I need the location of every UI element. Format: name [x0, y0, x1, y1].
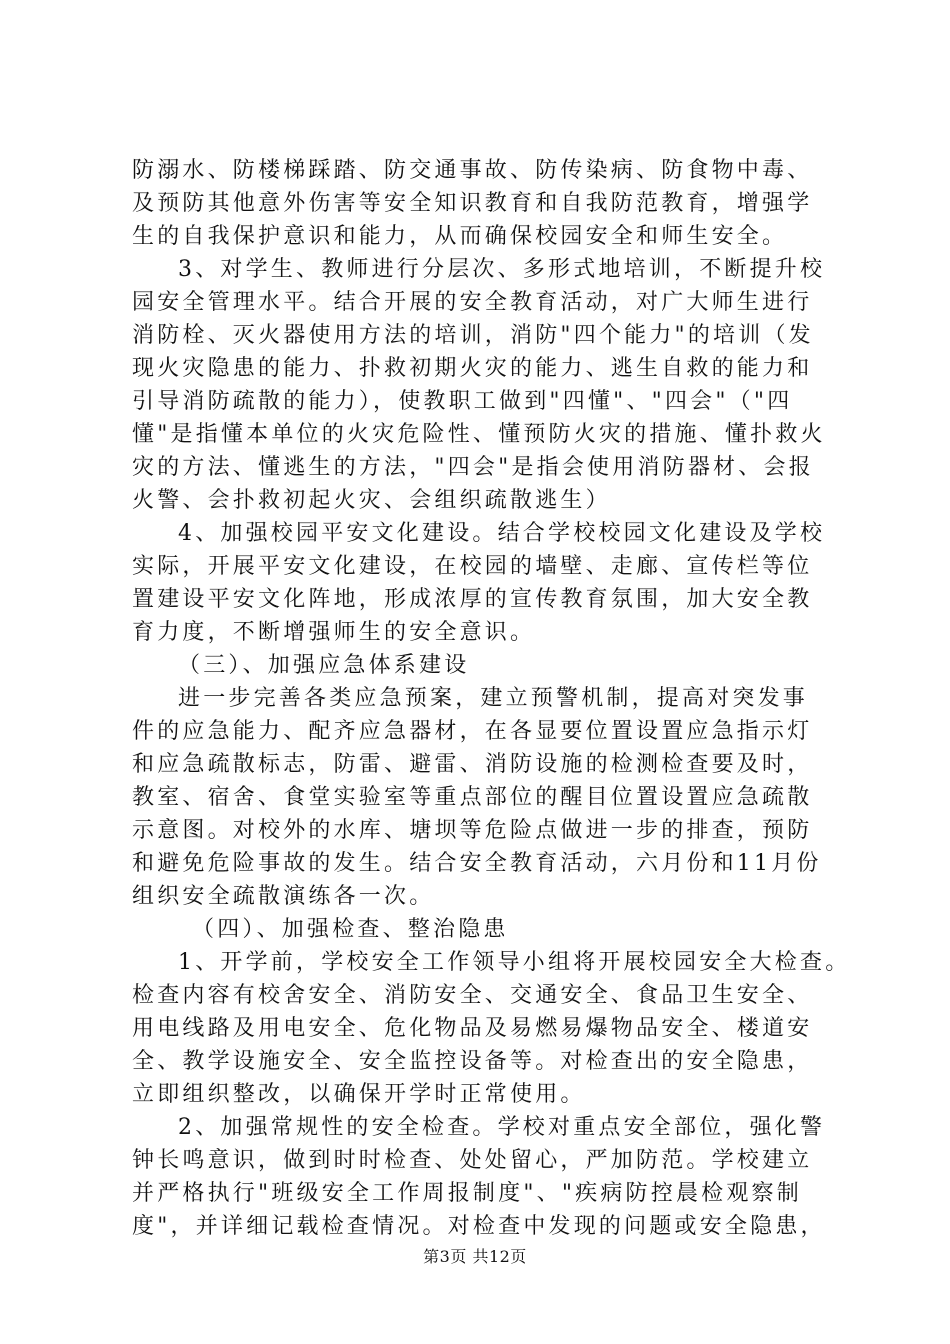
text-line: 火警、会扑救初起火灾、会组织疏散逃生）: [132, 488, 611, 513]
section-heading: （三）、加强应急体系建设: [178, 653, 470, 678]
text-line: 并严格执行"班级安全工作周报制度"、"疾病防控晨检观察制: [132, 1181, 802, 1206]
text-line: 引导消防疏散的能力），使教职工做到"四懂"、"四会"（"四: [132, 389, 793, 414]
text-line: 件的应急能力、配齐应急器材，在各显要位置设置应急指示灯: [132, 719, 813, 744]
text-line: 和避免危险事故的发生。结合安全教育活动，六月份和11月份: [132, 851, 822, 876]
text-line: 置建设平安文化阵地，形成浓厚的宣传教育氛围，加大安全教: [132, 587, 813, 612]
text-line: 现火灾隐患的能力、扑救初期火灾的能力、逃生自救的能力和: [132, 356, 813, 381]
paragraph-start-line: 3、对学生、教师进行分层次、多形式地培训，不断提升校: [178, 257, 826, 282]
text-line: 生的自我保护意识和能力，从而确保校园安全和师生安全。: [132, 224, 788, 249]
text-line: 育力度，不断增强师生的安全意识。: [132, 620, 536, 645]
text-line: 园安全管理水平。结合开展的安全教育活动，对广大师生进行: [132, 290, 813, 315]
paragraph-start-line: 4、加强校园平安文化建设。结合学校校园文化建设及学校: [178, 521, 826, 546]
text-line: 灾的方法、懂逃生的方法，"四会"是指会使用消防器材、会报: [132, 455, 814, 480]
document-body: [132, 154, 852, 1243]
paragraph-start-line: 1、开学前，学校安全工作领导小组将开展校园安全大检查。: [178, 950, 851, 975]
text-line: 钟长鸣意识，做到时时检查、处处留心，严加防范。学校建立: [132, 1148, 813, 1173]
text-line: 用电线路及用电安全、危化物品及易燃易爆物品安全、楼道安: [132, 1016, 813, 1041]
text-line: 检查内容有校舍安全、消防安全、交通安全、食品卫生安全、: [132, 983, 813, 1008]
text-line: 消防栓、灭火器使用方法的培训，消防"四个能力"的培训（发: [132, 323, 814, 348]
text-line: 度"，并详细记载检查情况。对检查中发现的问题或安全隐患，: [132, 1214, 826, 1239]
text-line: 懂"是指懂本单位的火灾危险性、懂预防火灾的措施、懂扑救火: [132, 422, 826, 447]
text-line: 防溺水、防楼梯踩踏、防交通事故、防传染病、防食物中毒、: [132, 158, 813, 183]
text-line: 示意图。对校外的水库、塘坝等危险点做进一步的排查，预防: [132, 818, 813, 843]
text-line: 组织安全疏散演练各一次。: [132, 884, 435, 909]
text-line: 全、教学设施安全、安全监控设备等。对检查出的安全隐患，: [132, 1049, 813, 1074]
page-number-footer: 第3页 共12页: [423, 1247, 527, 1266]
text-line: 实际，开展平安文化建设，在校园的墙壁、走廊、宣传栏等位: [132, 554, 813, 579]
text-line: 及预防其他意外伤害等安全知识教育和自我防范教育，增强学: [132, 191, 813, 216]
paragraph-start-line: 2、加强常规性的安全检查。学校对重点安全部位，强化警: [178, 1115, 826, 1140]
paragraph-start-line: 进一步完善各类应急预案，建立预警机制，提高对突发事: [178, 686, 809, 711]
text-line: 和应急疏散标志，防雷、避雷、消防设施的检测检查要及时，: [132, 752, 813, 777]
text-line: 立即组织整改，以确保开学时正常使用。: [132, 1082, 586, 1107]
text-line: 教室、宿舍、食堂实验室等重点部位的醒目位置设置应急疏散: [132, 785, 813, 810]
section-heading: （四）、加强检查、整治隐患: [192, 917, 509, 942]
